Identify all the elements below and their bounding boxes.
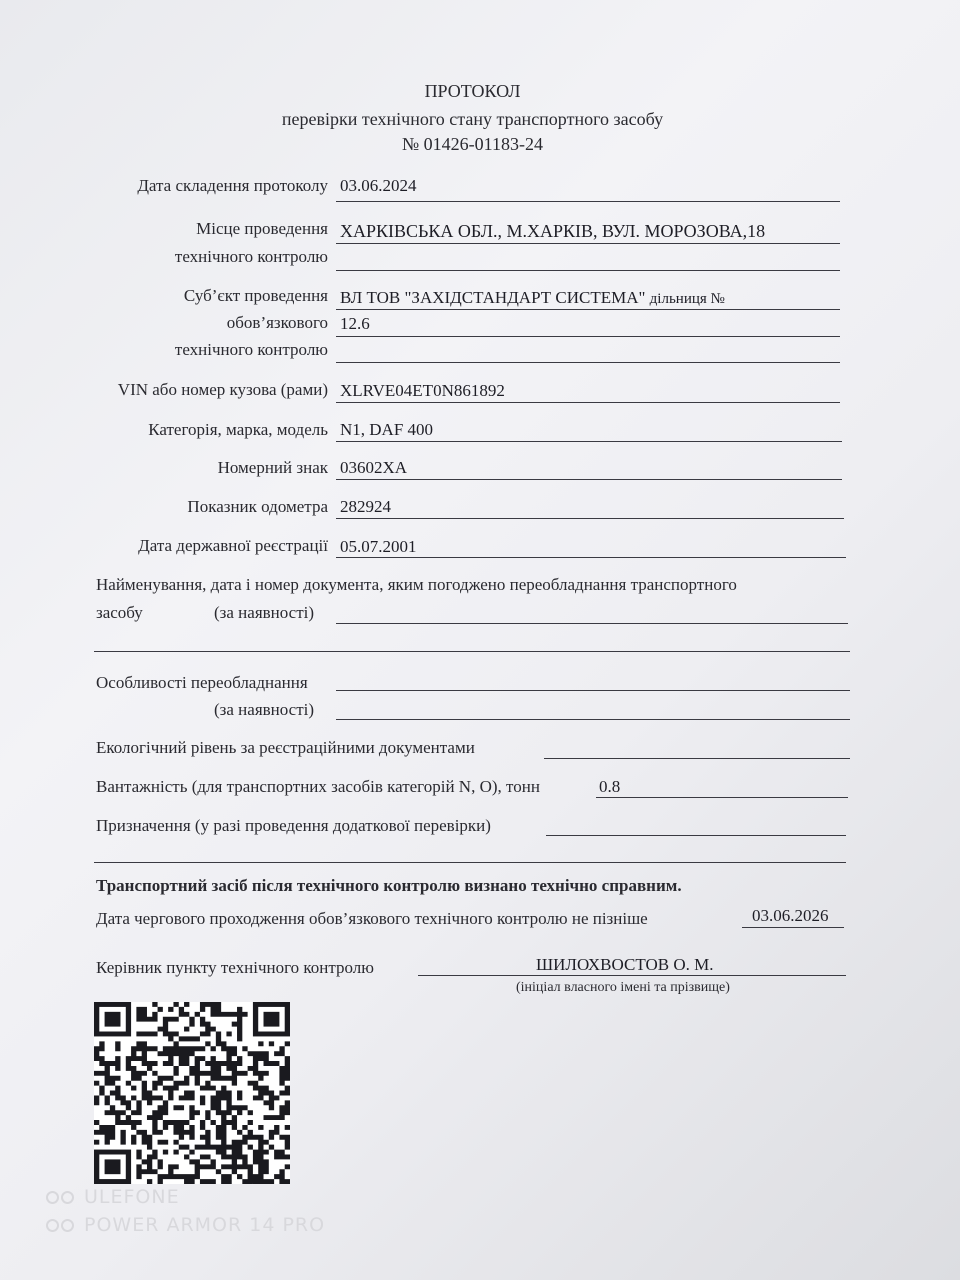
qr-code — [94, 1002, 290, 1184]
subject-line-3 — [336, 362, 840, 363]
document-number: № 01426-01183-24 — [402, 134, 543, 154]
head-label: Керівник пункту технічного контролю — [96, 958, 374, 977]
vin-line — [336, 402, 840, 403]
category-line — [336, 441, 842, 442]
watermark-dots-icon — [46, 1187, 76, 1209]
capacity-line — [596, 797, 848, 798]
subject-org: ВЛ ТОВ "ЗАХІДСТАНДАРТ СИСТЕМА" — [340, 288, 646, 307]
qr-finder-top-left — [94, 1002, 131, 1036]
odometer-value: 282924 — [340, 497, 391, 516]
qr-finder-top-right — [253, 1002, 290, 1036]
qr-finder-bottom-left — [94, 1150, 131, 1184]
subject-section: дільниця № — [649, 291, 725, 307]
subject-value-2: 12.6 — [340, 314, 370, 333]
plate-value: 03602ХА — [340, 458, 408, 477]
category-value: N1, DAF 400 — [340, 420, 434, 439]
conversion-features-line-1 — [336, 690, 850, 691]
conversion-doc-line-1 — [336, 623, 848, 624]
subject-label-2: обов’язкового — [226, 313, 328, 332]
head-line — [418, 975, 846, 976]
next-inspection-value: 03.06.2026 — [752, 906, 829, 925]
place-label-2: технічного контролю — [174, 247, 328, 266]
conversion-doc-label-1: Найменування, дата і номер документа, яким погоджено переобладнання транспортного — [96, 575, 737, 594]
subject-label-3: технічного контролю — [174, 340, 328, 359]
plate-line — [336, 479, 842, 480]
head-caption: (ініціал власного імені та прізвище) — [516, 980, 730, 995]
next-inspection-line — [742, 927, 844, 928]
date-value: 03.06.2024 — [340, 176, 417, 195]
subject-label-1: Суб’єкт проведення — [183, 286, 328, 305]
date-line — [336, 201, 840, 202]
next-inspection-label: Дата чергового проходження обов’язкового технічного контролю не пізніше — [96, 909, 648, 928]
watermark-model: POWER ARMOR 14 PRO — [84, 1214, 326, 1236]
purpose-line-2 — [94, 862, 846, 863]
conversion-features-line-2 — [336, 719, 850, 720]
vin-value: XLRVE04ET0N861892 — [340, 381, 505, 400]
purpose-line-1 — [546, 835, 846, 836]
conversion-doc-line-2 — [94, 651, 850, 652]
eco-label: Екологічний рівень за реєстраційними документами — [96, 738, 475, 757]
watermark-line-2 — [46, 1214, 325, 1237]
head-value: ШИЛОХВОСТОВ О. М. — [536, 955, 714, 974]
subject-line-2 — [336, 336, 840, 337]
conversion-doc-label-2: засобу — [96, 603, 143, 622]
document-subtitle: перевірки технічного стану транспортного засобу — [281, 109, 664, 129]
subject-value-1 — [340, 288, 725, 309]
odometer-label: Показник одометра — [187, 497, 328, 516]
odometer-line — [336, 518, 844, 519]
reg-date-label: Дата державної реєстрації — [138, 536, 328, 555]
place-value: ХАРКІВСЬКА ОБЛ., М.ХАРКІВ, ВУЛ. МОРОЗОВА,18 — [340, 221, 766, 241]
conversion-features-label-1: Особливості переобладнання — [96, 673, 308, 692]
watermark-dots-icon — [46, 1215, 76, 1237]
place-line-2 — [336, 270, 840, 271]
plate-label: Номерний знак — [217, 458, 328, 477]
reg-date-value: 05.07.2001 — [340, 537, 417, 556]
capacity-value: 0.8 — [599, 777, 621, 796]
watermark-line-1 — [46, 1186, 180, 1209]
conversion-doc-label-3: (за наявності) — [214, 603, 315, 622]
reg-date-line — [336, 557, 846, 558]
conclusion-statement: Транспортний засіб після технічного контролю визнано технічно справним. — [96, 876, 682, 895]
watermark-brand: ULEFONE — [84, 1186, 180, 1208]
purpose-label: Призначення (у разі проведення додаткової перевірки) — [96, 816, 491, 835]
document-title: ПРОТОКОЛ — [424, 81, 521, 101]
vin-label: VIN або номер кузова (рами) — [117, 380, 328, 399]
subject-line-1 — [336, 309, 840, 310]
date-label: Дата складення протоколу — [137, 176, 328, 195]
conversion-features-label-2: (за наявності) — [214, 700, 315, 719]
place-label-1: Місце проведення — [196, 219, 328, 238]
place-line-1 — [336, 243, 840, 244]
capacity-label: Вантажність (для транспортних засобів категорій N, O), тонн — [96, 777, 540, 796]
qr-code-graphic — [94, 1002, 290, 1184]
eco-line — [544, 758, 850, 759]
category-label: Категорія, марка, модель — [148, 420, 328, 439]
